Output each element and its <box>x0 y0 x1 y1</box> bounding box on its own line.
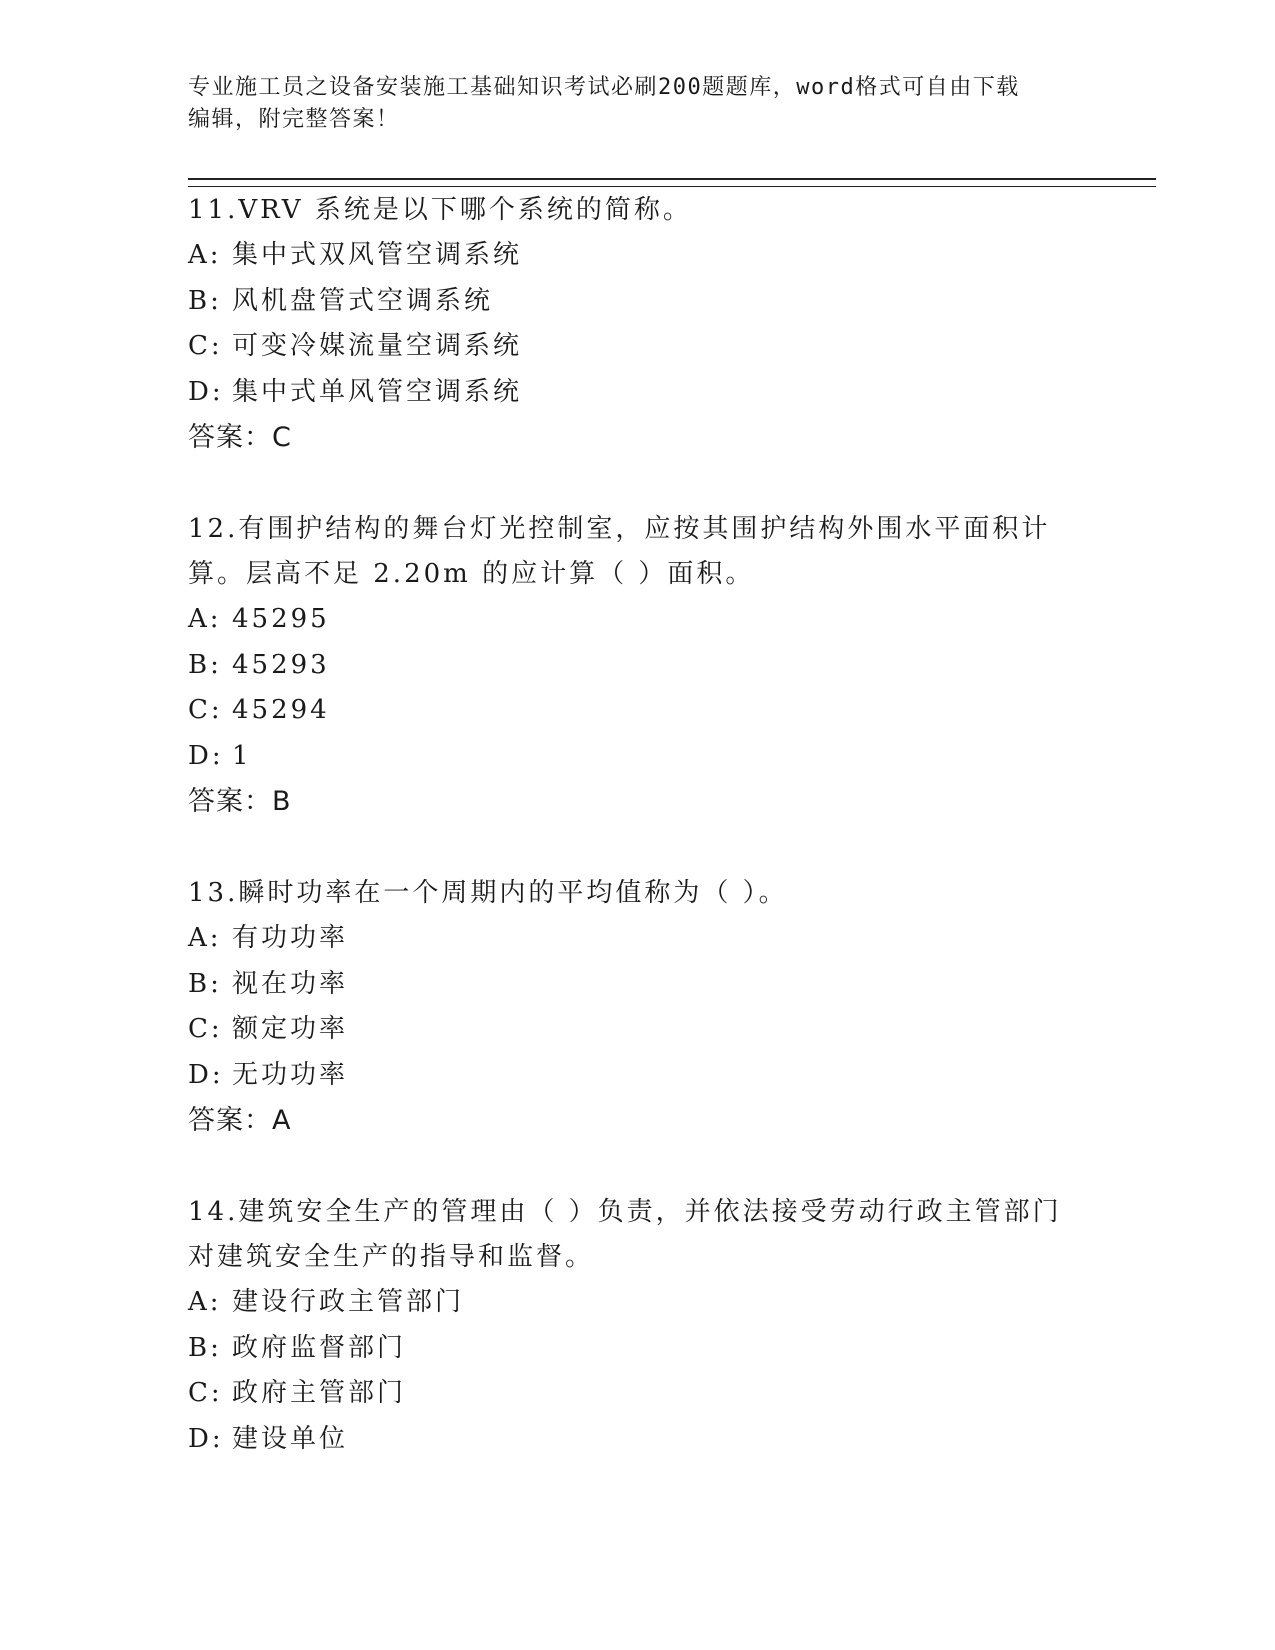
question-list <box>188 188 1088 1508</box>
question-text <box>188 188 1088 233</box>
question-stem: 有围护结构的舞台灯光控制室，应按其围护结构外围水平面积计算。层高不足 2.20m 的应计算（ ）面积。 <box>188 514 1051 589</box>
question-number: 14. <box>188 1197 239 1227</box>
question-13 <box>188 871 1088 1144</box>
question-stem: VRV 系统是以下哪个系统的简称。 <box>238 195 692 225</box>
option-label: A: <box>188 1287 222 1317</box>
question-12 <box>188 507 1088 825</box>
question-text <box>188 507 1088 597</box>
option-text: 45293 <box>232 649 330 680</box>
option-label: C: <box>188 695 223 725</box>
option-text: 额定功率 <box>232 1014 349 1044</box>
option-label: A: <box>188 604 222 634</box>
question-14 <box>188 1190 1088 1462</box>
page-header <box>188 72 1088 136</box>
option-b <box>188 1326 1088 1372</box>
option-label: A: <box>188 923 222 953</box>
page-title-line-2: 编辑，附完整答案！ <box>188 107 400 132</box>
question-11 <box>188 188 1088 461</box>
question-text <box>188 871 1088 916</box>
option-label: C: <box>188 331 223 361</box>
option-text: 视在功率 <box>232 968 349 999</box>
option-label: D: <box>188 376 224 407</box>
answer: 答案：B <box>188 786 292 817</box>
option-text: 建设行政主管部门 <box>232 1287 465 1317</box>
option-text: 集中式单风管空调系统 <box>232 376 523 407</box>
header-divider <box>188 178 1156 187</box>
option-text: 有功功率 <box>232 923 349 953</box>
option-label: C: <box>188 1378 223 1408</box>
option-c <box>188 1371 1088 1417</box>
option-text: 集中式双风管空调系统 <box>232 240 523 270</box>
option-text: 45294 <box>232 695 330 725</box>
option-d <box>188 370 1088 416</box>
option-d <box>188 1053 1088 1099</box>
page-title-line-1: 专业施工员之设备安装施工基础知识考试必刷200题题库，word格式可自由下载 <box>188 75 1020 100</box>
question-stem: 瞬时功率在一个周期内的平均值称为（ ）。 <box>238 878 788 908</box>
option-text: 风机盘管式空调系统 <box>232 285 494 316</box>
question-stem: 建筑安全生产的管理由（ ）负责，并依法接受劳动行政主管部门对建筑安全生产的指导和监督。 <box>188 1197 1062 1272</box>
option-text: 可变冷媒流量空调系统 <box>232 331 523 361</box>
option-a <box>188 916 1088 962</box>
option-label: D: <box>188 1059 224 1090</box>
option-c <box>188 324 1088 370</box>
option-label: B: <box>188 649 222 680</box>
option-label: D: <box>188 1423 224 1454</box>
option-text: 无功功率 <box>232 1059 349 1090</box>
option-c <box>188 1007 1088 1053</box>
option-b <box>188 962 1088 1008</box>
option-label: B: <box>188 968 222 999</box>
option-a <box>188 1280 1088 1326</box>
option-d <box>188 734 1088 780</box>
option-text: 建设单位 <box>232 1423 349 1454</box>
option-b <box>188 643 1088 689</box>
option-d <box>188 1417 1088 1463</box>
question-number: 12. <box>188 514 239 544</box>
question-number: 13. <box>188 878 239 908</box>
option-text: 政府监督部门 <box>232 1332 407 1363</box>
option-text: 1 <box>232 740 252 771</box>
option-label: C: <box>188 1014 223 1044</box>
option-text: 政府主管部门 <box>232 1378 407 1408</box>
option-label: B: <box>188 1332 222 1363</box>
option-label: B: <box>188 285 222 316</box>
answer: 答案：C <box>188 422 292 453</box>
question-number: 11. <box>188 195 239 225</box>
option-c <box>188 688 1088 734</box>
option-label: D: <box>188 740 224 771</box>
answer: 答案：A <box>188 1105 292 1136</box>
option-b <box>188 279 1088 325</box>
question-text <box>188 1190 1088 1280</box>
option-text: 45295 <box>232 604 330 634</box>
option-a <box>188 597 1088 643</box>
option-a <box>188 233 1088 279</box>
option-label: A: <box>188 240 222 270</box>
